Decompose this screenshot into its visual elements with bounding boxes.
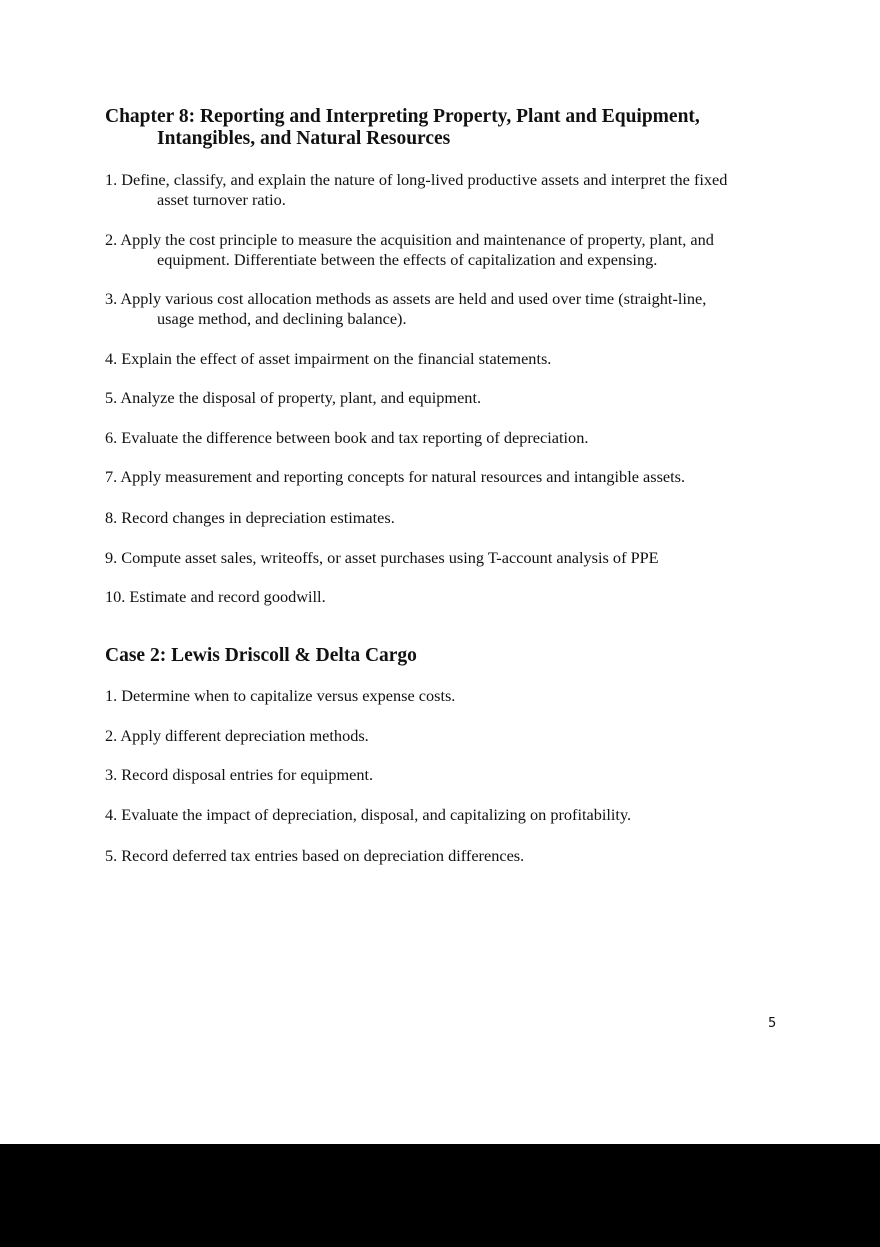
case-objective-4: 4. Evaluate the impact of depreciation, disposal, and capitalizing on profitability. (105, 805, 632, 824)
chapter-objective-1: 1. Define, classify, and explain the nature of long-lived productive assets and interpret the fixed asset turnover ratio. (105, 170, 728, 209)
case-heading: Case 2: Lewis Driscoll & Delta Cargo (105, 645, 417, 666)
chapter-heading (105, 106, 700, 150)
case-objective-2: 2. Apply different depreciation methods. (105, 726, 369, 745)
chapter-objective-10: 10. Estimate and record goodwill. (105, 587, 326, 606)
case-objective-5: 5. Record deferred tax entries based on depreciation differences. (105, 846, 525, 865)
case-objective-1: 1. Determine when to capitalize versus expense costs. (105, 686, 456, 705)
viewer-background (0, 1144, 880, 1247)
chapter-objective-8: 8. Record changes in depreciation estimates. (105, 508, 395, 527)
page-number: 5 (768, 1016, 777, 1031)
case-objective-3: 3. Record disposal entries for equipment. (105, 765, 374, 784)
chapter-objective-3: 3. Apply various cost allocation methods as assets are held and used over time (straight-line, usage method, and declining balance). (105, 289, 707, 328)
chapter-objective-4: 4. Explain the effect of asset impairment on the financial statements. (105, 349, 552, 368)
chapter-objective-6: 6. Evaluate the difference between book and tax reporting of depreciation. (105, 428, 589, 447)
chapter-heading-line1: Chapter 8: Reporting and Interpreting Property, Plant and Equipment, (105, 106, 700, 127)
chapter-objective-5: 5. Analyze the disposal of property, plant, and equipment. (105, 388, 482, 407)
chapter-objective-7: 7. Apply measurement and reporting concepts for natural resources and intangible assets. (105, 467, 686, 486)
chapter-objective-9: 9. Compute asset sales, writeoffs, or asset purchases using T-account analysis of PPE (105, 548, 659, 567)
chapter-heading-line2: Intangibles, and Natural Resources (157, 128, 451, 149)
chapter-objective-2: 2. Apply the cost principle to measure the acquisition and maintenance of property, plant, and equipment. Differentiate between the effects of capitalization and expensing. (105, 230, 714, 269)
